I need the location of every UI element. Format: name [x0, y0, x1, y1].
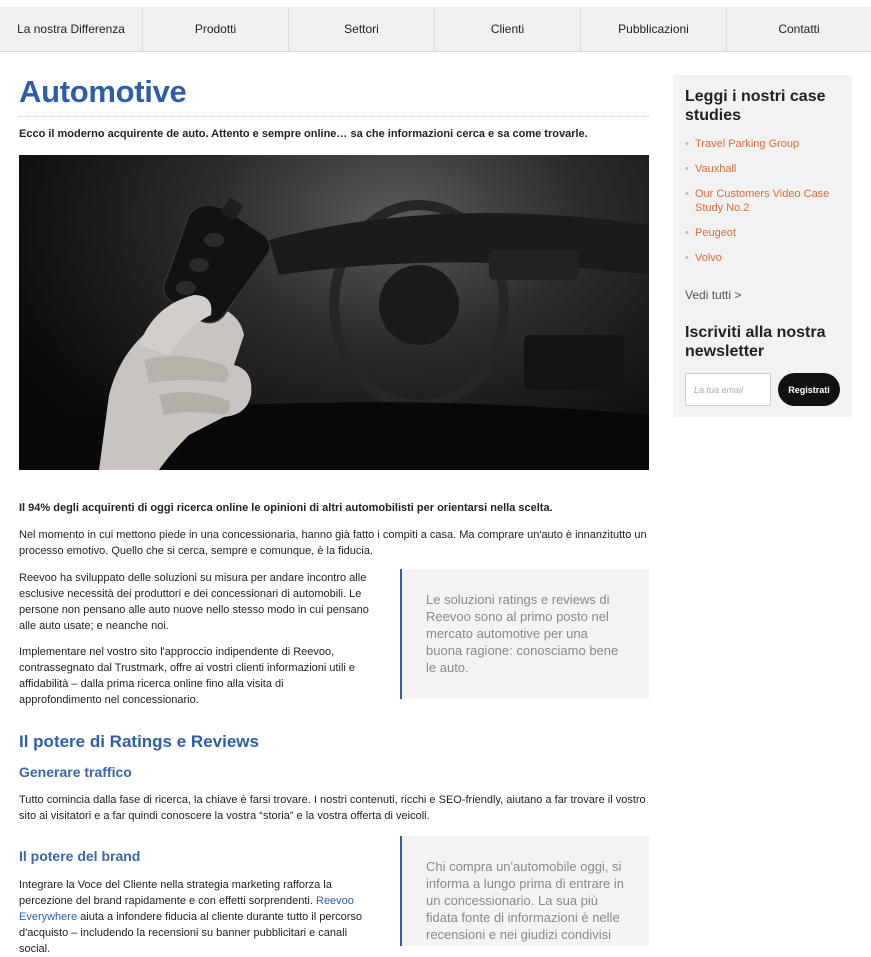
newsletter-title: Iscriviti alla nostra newsletter: [685, 324, 826, 360]
paragraph-emotion: Nel momento in cui mettono piede in una concessionaria, hanno già fatto i compiti a casa. Ma comprare un'auto è innanzitutto un processo emotivo. Quello che si cerca, sempre e comunque, è la fiducia.: [19, 529, 647, 557]
car-key-interior-illustration: [19, 155, 649, 470]
paragraph-brand-text-a: Integrare la Voce del Cliente nella strategia marketing rafforza la percezione del brand rapidamente e con effetti sorprendenti.: [19, 879, 332, 907]
title-divider: [19, 116, 649, 117]
page-title: Automotive: [19, 74, 187, 109]
subscribe-button[interactable]: Registrati: [778, 373, 840, 406]
nav-item-pubblicazioni[interactable]: Pubblicazioni: [581, 7, 727, 51]
hero-image: [19, 155, 649, 470]
main-navigation: [0, 7, 871, 52]
reevoo-everywhere-link[interactable]: Reevoo Everywhere: [19, 895, 354, 923]
case-study-link-peugeot[interactable]: • Peugeot: [685, 226, 845, 240]
nav-item-settori[interactable]: Settori: [289, 7, 435, 51]
pull-quote-ratings: [400, 569, 649, 699]
case-study-link-vauxhall[interactable]: • Vauxhall: [685, 162, 845, 176]
nav-item-differenza[interactable]: La nostra Differenza: [0, 7, 143, 51]
case-study-link-video[interactable]: • Our Customers Video Case Study No.2: [685, 187, 845, 215]
pull-quote-ratings-text: Le soluzioni ratings e reviews di Reevoo sono al primo posto nel mercato automotive per una buona ragione: conosciamo bene le auto.: [426, 592, 619, 675]
case-study-link-travel-parking[interactable]: • Travel Parking Group: [685, 137, 845, 151]
paragraph-solutions: Reevoo ha sviluppato delle soluzioni su misura per andare incontro alle esclusive necessità dei produttori e dei concessionari di automobili. Le persone non pensano alle auto nuove nello stesso modo in cui pensano alle auto usate; e neanche noi.: [19, 572, 369, 632]
paragraph-brand: [19, 877, 369, 957]
paragraph-traffic: Tutto comincia dalla fase di ricerca, la chiave è farsi trovare. I nostri contenuti, ricchi e SEO-friendly, aiutano a far trovare il vostro sito ai visitatori e a far quindi conoscere la vostra “storia” e la vostra offerta di veicoli.: [19, 794, 646, 822]
see-all-link[interactable]: Vedi tutti >: [685, 288, 742, 302]
section-title-ratings: Il potere di Ratings e Reviews: [19, 732, 259, 751]
nav-item-contatti[interactable]: Contatti: [778, 22, 820, 36]
sidebar: [673, 75, 852, 417]
subheading-brand: Il potere del brand: [19, 848, 141, 864]
case-studies-list: [685, 137, 845, 276]
intro-text: Ecco il moderno acquirente de auto. Attento e sempre online… sa che informazioni cerca e sa come trovarle.: [19, 128, 588, 140]
subheading-traffic: Generare traffico: [19, 764, 132, 780]
case-studies-title: Leggi i nostri case studies: [685, 88, 826, 124]
case-study-link-volvo[interactable]: • Volvo: [685, 251, 845, 265]
nav-item-prodotti[interactable]: Prodotti: [143, 7, 289, 51]
pull-quote-buyers: [400, 836, 649, 946]
newsletter-email-input[interactable]: [685, 373, 771, 406]
pull-quote-buyers-text: Chi compra un'automobile oggi, si informa a lungo prima di entrare in un concessionario. La sua più fidata fonte di informazioni è nelle recensioni e nei giudizi condivisi: [426, 859, 624, 942]
stat-text: Il 94% degli acquirenti di oggi ricerca online le opinioni di altri automobilisti per orientarsi nella scelta.: [19, 502, 553, 514]
top-strip: [0, 0, 871, 7]
paragraph-brand-text-b: aiuta a infondere fiducia al cliente durante tutto il percorso d'acquisto – includendo la recensioni su banner pubblicitari e canali social.: [19, 911, 363, 955]
paragraph-trustmark: Implementare nel vostro sito l'approccio indipendente di Reevoo, contrassegnato dal Trustmark, offre ai vostri clienti informazioni utili e affidabilità – dalla prima ricerca online fino alla visita di approfondimento nel concessionario.: [19, 646, 356, 706]
nav-item-clienti[interactable]: Clienti: [435, 7, 581, 51]
